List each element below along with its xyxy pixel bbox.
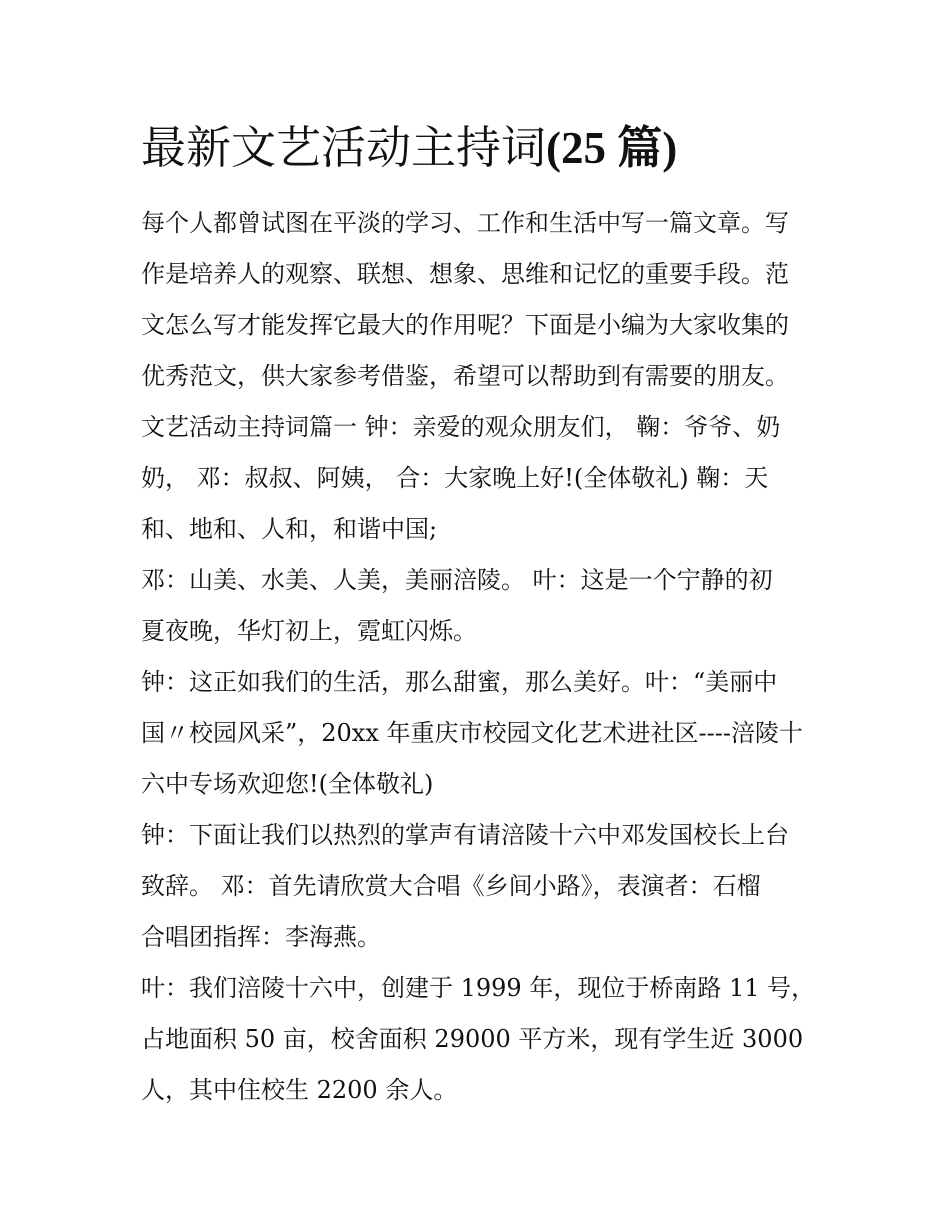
text-line: 占地面积 50 亩，校舍面积 29000 平方米，现有学生近 3000 xyxy=(141,1025,804,1053)
text-line: 每个人都曾试图在平淡的学习、工作和生活中写一篇文章。写 xyxy=(141,209,789,237)
document-body xyxy=(141,198,816,1116)
text-line: 文艺活动主持词篇一 钟：亲爱的观众朋友们， 鞠：爷爷、奶 xyxy=(141,413,781,441)
title-count-text: (25 篇) xyxy=(546,123,678,173)
text-line: 叶：我们涪陵十六中，创建于 1999 年，现位于桥南路 11 号， xyxy=(141,974,816,1002)
text-line: 钟：下面让我们以热烈的掌声有请涪陵十六中邓发国校长上台 xyxy=(141,821,789,849)
paragraph-deng xyxy=(141,555,813,657)
paragraph-ye xyxy=(141,963,816,1116)
text-line: 夏夜晚，华灯初上，霓虹闪烁。 xyxy=(141,617,477,645)
text-line: 钟：这正如我们的生活，那么甜蜜，那么美好。叶：“美丽中 xyxy=(141,668,778,696)
title-main-text: 最新文艺活动主持词 xyxy=(141,121,547,174)
text-line: 和、地和、人和，和谐中国; xyxy=(141,515,438,543)
paragraph-zhong-1 xyxy=(141,657,813,810)
text-line: 致辞。 邓：首先请欣赏大合唱《乡间小路》，表演者：石榴 xyxy=(141,872,761,900)
text-line: 文怎么写才能发挥它最大的作用呢？下面是小编为大家收集的 xyxy=(141,311,789,339)
paragraph-zhong-2 xyxy=(141,810,813,963)
text-line: 奶， 邓：叔叔、阿姨， 合：大家晚上好!(全体敬礼) 鞠：天 xyxy=(141,464,769,492)
text-line: 合唱团指挥：李海燕。 xyxy=(141,923,381,951)
text-line: 人，其中住校生 2200 余人。 xyxy=(141,1076,458,1104)
paragraph-intro xyxy=(141,198,813,555)
text-line: 优秀范文，供大家参考借鉴，希望可以帮助到有需要的朋友。 xyxy=(141,362,789,390)
text-line: 邓：山美、水美、人美，美丽涪陵。 叶：这是一个宁静的初 xyxy=(141,566,773,594)
document-title xyxy=(141,118,677,178)
text-line: 作是培养人的观察、联想、想象、思维和记忆的重要手段。范 xyxy=(141,260,789,288)
text-line: 六中专场欢迎您!(全体敬礼) xyxy=(141,770,434,798)
text-line: 国〃校园风采”，20xx 年重庆市校园文化艺术进社区----涪陵十 xyxy=(141,719,803,747)
